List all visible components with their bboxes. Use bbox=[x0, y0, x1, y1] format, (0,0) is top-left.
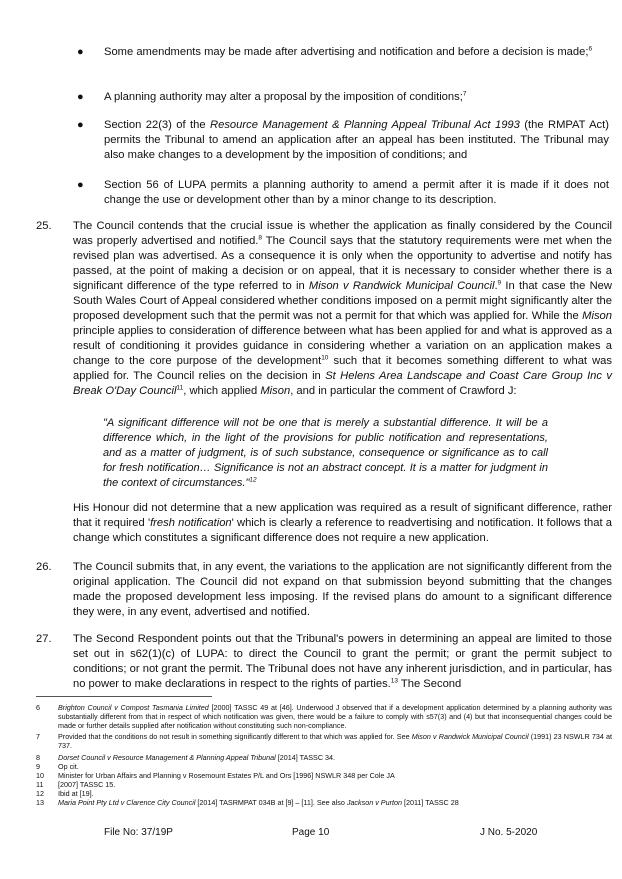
footer-judgment-number: J No. 5-2020 bbox=[480, 827, 538, 838]
paragraph-number: 27. bbox=[36, 633, 52, 645]
footer-page-number: Page 10 bbox=[292, 827, 330, 838]
block-quote: "A significant difference will not be one that is merely a substantial difference. It will be a difference which, in the light of the provisions for public notification and representations, and as a matter of judgment, is of such substance, consequence or significance as to call for fresh notification… Significance is not an abstract concept. It is a matter for judgment in the context of circumstances."$^{12}$ bbox=[103, 417, 548, 489]
footer-file-number: File No: 37/19P bbox=[104, 827, 173, 838]
bullet-text: Section 22(3) of the Resource Management & Planning Appeal Tribunal Act 1993 (the RMPAT Act) permits the Tribunal to amend an application after an appeal has been instituted. The Tribunal may also make changes to a development by the imposition of conditions; and bbox=[104, 119, 609, 161]
bullet-item bbox=[77, 90, 609, 105]
bullet-text: A planning authority may alter a proposal by the imposition of conditions;$^7$ bbox=[104, 90, 467, 103]
bullet-icon: ● bbox=[77, 119, 84, 131]
bullet-icon: ● bbox=[77, 179, 84, 191]
paragraph-body: The Second Respondent points out that the Tribunal's powers in determining an appeal are limited to those set out in s62(1)(c) of LUPA: to direct the Council to grant the permit; or grant the permit subject to conditions; or not grant the permit. The Tribunal does not have any inherent jurisdiction, and in particular, has no power to make declarations in respect to the rights of parties.$^{13}$ The Second bbox=[73, 633, 612, 690]
bullet-item bbox=[77, 178, 609, 208]
paragraph-body: The Council contends that the crucial issue is whether the application as finally considered by the Council was properly advertised and notified.$^8$ The Council says that the statutory requirements were met when the revised plan was advertised. As a consequence it is only when the opportunity to advertise and notify has passed, at the point of making a decision or on appeal, that it is necessary to consider whether there is a significant difference of the type referred to in Mison v Randwick Municipal Council.$^9$ In that case the New South Wales Court of Appeal considered whether conditions imposed on a permit might significantly alter the proposed development such that the permit was not a permit for that which was applied for. While the Mison principle applies to consideration of difference between what has been applied for and what is approved as a result of conditioning it provides guidance in considering whether a variation on an application makes a change to the core purpose of the development$^{10}$ such that it becomes something different to what was applied for. The Council relies on the decision in St Helens Area Landscape and Coast Care Group Inc v Break O'Day Council$^{11}$, which applied Mison, and in particular the comment of Crawford J: bbox=[73, 220, 612, 397]
bullet-text: Section 56 of LUPA permits a planning authority to amend a permit after it is made if it does not change the use or development other than by a minor change to its description. bbox=[104, 179, 609, 206]
paragraph-body: The Council submits that, in any event, the variations to the application are not significantly different from the original application. The Council did not expand on that submission beyond submitting that the changes made the proposed development less imposing. If the revised plans do amount to a significant difference they were, in any event, advertised and notified. bbox=[73, 561, 612, 618]
bullet-item bbox=[77, 45, 609, 75]
document-page: ● Some amendments may be made after advertising and notification and before a decision is made;$^6$ ● A planning authority may alter a proposal by the imposition of conditions;$^7$ ● Section 22(3) of the Resource Management & Planning Appeal Tribunal Act 1993 (the RMPAT Act) permits the Tribunal to amend an application after an appeal has been instituted. The Tribunal may also make changes to a development by the imposition of conditions; and ● Section 56 of LUPA permits a planning authority to amend a permit after it is made if it does not change the use or development other than by a minor change to its description. 25. The Council contends that the crucial issue is whether the application as finally considered by the Council was properly advertised and notified.$^8$ The Council says that the statutory requirements were met when the revised plan was advertised. As a consequence it is only when the opportunity to advertise and notify has passed, at the point of making a decision or on appeal, that it is necessary to consider whether there is a significant difference of the type referred to in Mison v Randwick Municipal Council.$^9$ In that case the New South Wales Court of Appeal considered whether conditions imposed on a permit might significantly alter the proposed development such that the permit was not a permit for that which was applied for. While the Mison principle applies to consideration of difference between what has been applied for and what is approved as a result of conditioning it provides guidance in considering whether a variation on an application makes a change to the core purpose of the development$^{10}$ such that it becomes something different to what was applied for. The Council relies on the decision in St Helens Area Landscape and Coast Care Group Inc v Break O'Day Council$^{11}$, which applied Mison, and in particular the comment of Crawford J: "A significant difference will not be one that is merely a substantial difference. It will be a difference which, in the light of the provisions for public notification and representations, and as a matter of judgment, is of such substance, consequence or significance as to call for fresh notification… Significance is not an abstract concept. It is a matter for judgment in the context of circumstances."$^{12}$ His Honour did not determine that a new application was required as a result of significant difference, rather that it required 'fresh notification' which is clearly a reference to readvertising and notification. It follows that a change which constitutes a significant difference does not require a new application. 26. The Council submits that, in any event, the variations to the application are not significantly different from the original application. The Council did not expand on that submission beyond submitting that the changes made the proposed development less imposing. If the revised plans do amount to a significant difference they were, in any event, advertised and notified. 27. The Second Respondent points out that the Tribunal's powers in determining an appeal are limited to those set out in s62(1)(c) of LUPA: to direct the Council to grant the permit; or grant the permit subject to conditions; or not grant the permit. The Tribunal does not have any inherent jurisdiction, and in particular, has no power to make declarations in respect to the rights of parties.$^{13}$ The Second 6 Brighton Council v Compost Tasmania Limited [2000] TASSC 49 at [46]. Underwood J observed that if a development application determined by a planning authority was substantially different from that in respect of which notification was given, there would be a failure to comply with s57(3) and (4) but that inconsequential changes could be made or further details supplied after notification without constituting such non-compliance. 7 Provided that the conditions do not result in something significantly different to that which was applied for. See Mison v Randwick Municipal Council (1991) 23 NSWLR 734 at 737. 8 Dorset Council v Resource Management & Planning Appeal Tribunal [2014] TASSC 34. 9 Op cit. 10 Minister for Urban Affairs and Planning v Rosemount Estates P/L and Ors [1996] NSWLR 348 per Cole JA 11 [2007] TASSC 15. 12 Ibid at [19]. 13 Maria Point Pty Ltd v Clarence City Council [2014] TASRMPAT 034B at [9] – [11]. See also Jackson v Purton [2011] TASSC 28 File No: 37/19P Page 10 J No. 5-2020 bbox=[36, 45, 612, 838]
bullet-icon: ● bbox=[77, 46, 84, 58]
footnote-separator bbox=[36, 696, 212, 697]
footnote-7: 7 Provided that the conditions do not result in something significantly different to that which was applied for. See Mison v Randwick Municipal Council (1991) 23 NSWLR 734 at 737. bbox=[36, 732, 612, 751]
paragraph-number: 25. bbox=[36, 220, 52, 232]
paragraph-continuation: His Honour did not determine that a new application was required as a result of significant difference, rather that it required 'fresh notification' which is clearly a reference to readvertising and notification. It follows that a change which constitutes a significant difference does not require a new application. bbox=[73, 502, 612, 544]
bullet-item bbox=[77, 118, 609, 163]
paragraph-number: 26. bbox=[36, 561, 52, 573]
bullet-icon: ● bbox=[77, 91, 84, 103]
bullet-text: Some amendments may be made after advertising and notification and before a decision is made;$^6$ bbox=[104, 45, 593, 58]
footnote-6: 6 Brighton Council v Compost Tasmania Limited [2000] TASSC 49 at [46]. Underwood J observed that if a development application determined by a planning authority was substantially different from that in respect of which notification was given, there would be a failure to comply with s57(3) and (4) but that inconsequential changes could be made or further details supplied after notification without constituting such non-compliance. bbox=[36, 703, 612, 731]
